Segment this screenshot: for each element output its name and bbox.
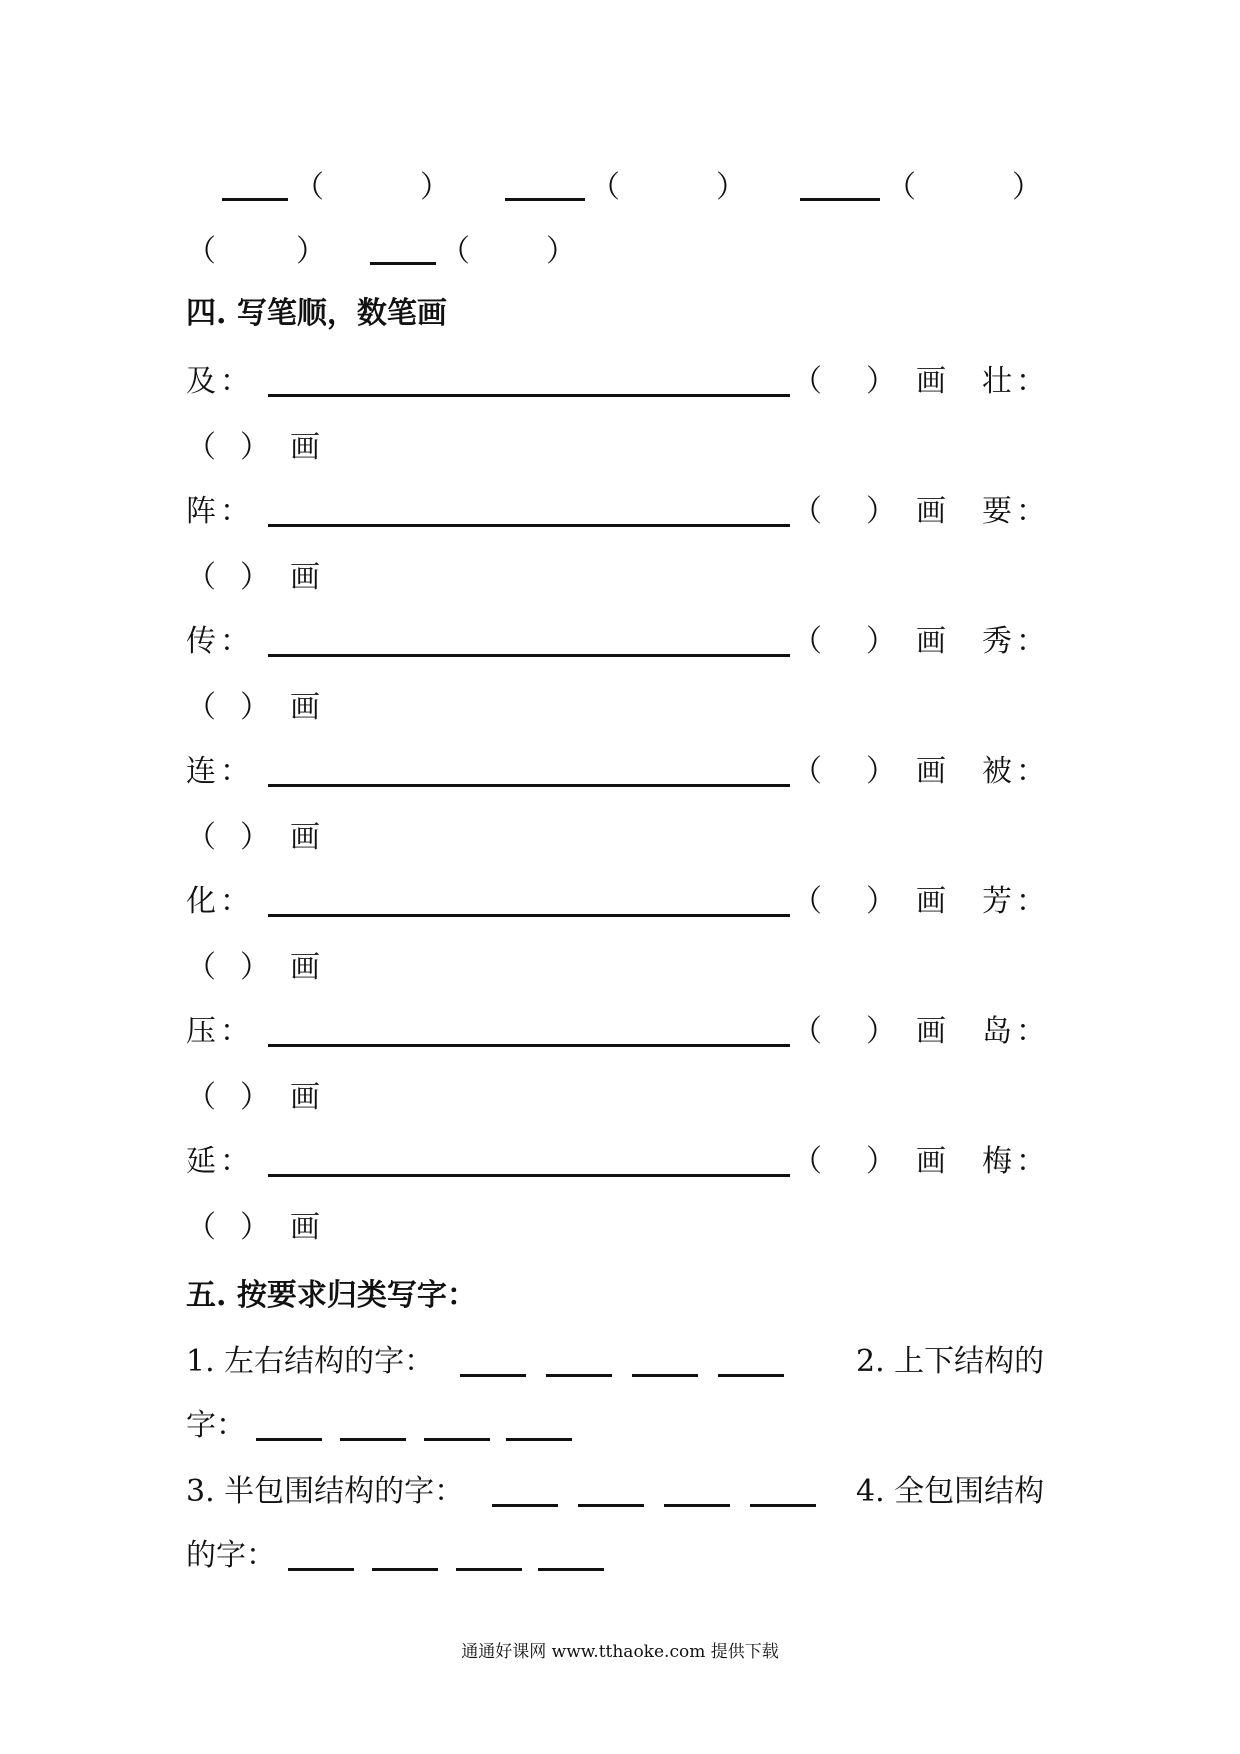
right-paren: ） bbox=[296, 234, 326, 269]
left-paren: （ bbox=[792, 754, 822, 789]
answer-blank[interactable] bbox=[506, 1438, 572, 1441]
question-4-label: 4. 全包围结构 bbox=[856, 1474, 1045, 1509]
unit-label: 画 bbox=[290, 560, 320, 595]
right-paren: ） bbox=[866, 624, 896, 659]
colon: ： bbox=[220, 624, 250, 659]
item-char: 要 bbox=[982, 494, 1012, 529]
section-5-title: 五. 按要求归类写字： bbox=[186, 1278, 477, 1313]
left-paren: （ bbox=[792, 1144, 822, 1179]
right-paren: ） bbox=[866, 1144, 896, 1179]
right-paren: ） bbox=[420, 170, 450, 205]
item-char: 秀 bbox=[982, 624, 1012, 659]
right-paren: ） bbox=[546, 234, 576, 269]
left-paren: （ bbox=[792, 1014, 822, 1049]
answer-blank[interactable] bbox=[460, 1374, 526, 1377]
answer-blank[interactable] bbox=[505, 198, 585, 201]
question-3-label: 3. 半包围结构的字： bbox=[186, 1474, 465, 1509]
right-paren: ） bbox=[716, 170, 746, 205]
question-row-4-cont bbox=[0, 1528, 1240, 1588]
question-2-label: 2. 上下结构的 bbox=[856, 1344, 1045, 1379]
colon: ： bbox=[1016, 624, 1046, 659]
colon: ： bbox=[220, 494, 250, 529]
stroke-order-blank[interactable] bbox=[268, 1174, 790, 1177]
stroke-order-blank[interactable] bbox=[268, 654, 790, 657]
right-paren: ） bbox=[1012, 170, 1042, 205]
answer-blank[interactable] bbox=[492, 1504, 558, 1507]
unit-label: 画 bbox=[916, 494, 946, 529]
left-paren: （ bbox=[886, 170, 916, 205]
answer-blank[interactable] bbox=[632, 1374, 698, 1377]
page-footer: 通通好课网 www.tthaoke.com 提供下载 bbox=[461, 1642, 779, 1662]
left-paren: （ bbox=[186, 820, 216, 855]
answer-blank[interactable] bbox=[370, 262, 436, 265]
colon: ： bbox=[1016, 364, 1046, 399]
unit-label: 画 bbox=[916, 624, 946, 659]
stroke-order-blank[interactable] bbox=[268, 784, 790, 787]
question-1-label: 1. 左右结构的字： bbox=[186, 1344, 435, 1379]
item-char: 梅 bbox=[982, 1144, 1012, 1179]
question-4-label-cont: 的字： bbox=[186, 1538, 276, 1573]
answer-blank[interactable] bbox=[578, 1504, 644, 1507]
left-paren: （ bbox=[186, 1080, 216, 1115]
question-2-label-cont: 字： bbox=[186, 1408, 246, 1443]
answer-blank[interactable] bbox=[456, 1568, 522, 1571]
answer-blank[interactable] bbox=[256, 1438, 322, 1441]
answer-blank[interactable] bbox=[538, 1568, 604, 1571]
right-paren: ） bbox=[240, 820, 270, 855]
stroke-order-blank[interactable] bbox=[268, 1044, 790, 1047]
colon: ： bbox=[220, 884, 250, 919]
unit-label: 画 bbox=[290, 690, 320, 725]
right-paren: ） bbox=[866, 884, 896, 919]
right-paren: ） bbox=[240, 950, 270, 985]
right-paren: ） bbox=[240, 1210, 270, 1245]
colon: ： bbox=[1016, 1144, 1046, 1179]
item-char: 压 bbox=[186, 1014, 216, 1049]
unit-label: 画 bbox=[916, 364, 946, 399]
colon: ： bbox=[1016, 754, 1046, 789]
answer-blank[interactable] bbox=[340, 1438, 406, 1441]
left-paren: （ bbox=[186, 690, 216, 725]
unit-label: 画 bbox=[916, 1014, 946, 1049]
item-char: 传 bbox=[186, 624, 216, 659]
colon: ： bbox=[1016, 884, 1046, 919]
left-paren: （ bbox=[792, 494, 822, 529]
answer-blank[interactable] bbox=[800, 198, 880, 201]
right-paren: ） bbox=[866, 494, 896, 529]
left-paren: （ bbox=[440, 234, 470, 269]
right-paren: ） bbox=[240, 690, 270, 725]
colon: ： bbox=[1016, 494, 1046, 529]
left-paren: （ bbox=[186, 1210, 216, 1245]
right-paren: ） bbox=[240, 560, 270, 595]
answer-blank[interactable] bbox=[372, 1568, 438, 1571]
question-row-2-cont bbox=[0, 1398, 1240, 1458]
question-row-3-4 bbox=[0, 1464, 1240, 1524]
unit-label: 画 bbox=[916, 1144, 946, 1179]
answer-blank[interactable] bbox=[664, 1504, 730, 1507]
answer-blank[interactable] bbox=[424, 1438, 490, 1441]
unit-label: 画 bbox=[290, 950, 320, 985]
left-paren: （ bbox=[186, 560, 216, 595]
answer-blank[interactable] bbox=[546, 1374, 612, 1377]
colon: ： bbox=[220, 1014, 250, 1049]
right-paren: ） bbox=[240, 430, 270, 465]
item-char: 连 bbox=[186, 754, 216, 789]
left-paren: （ bbox=[792, 884, 822, 919]
section-4-title: 四. 写笔顺，数笔画 bbox=[186, 296, 447, 331]
unit-label: 画 bbox=[290, 1210, 320, 1245]
unit-label: 画 bbox=[916, 754, 946, 789]
left-paren: （ bbox=[294, 170, 324, 205]
right-paren: ） bbox=[240, 1080, 270, 1115]
question-row-1-2 bbox=[0, 1334, 1240, 1394]
left-paren: （ bbox=[186, 430, 216, 465]
item-char: 被 bbox=[982, 754, 1012, 789]
item-char: 延 bbox=[186, 1144, 216, 1179]
left-paren: （ bbox=[792, 364, 822, 399]
unit-label: 画 bbox=[290, 820, 320, 855]
right-paren: ） bbox=[866, 754, 896, 789]
top-row-1 bbox=[0, 160, 1240, 220]
left-paren: （ bbox=[590, 170, 620, 205]
answer-blank[interactable] bbox=[222, 198, 288, 201]
stroke-order-blank[interactable] bbox=[268, 524, 790, 527]
colon: ： bbox=[220, 754, 250, 789]
colon: ： bbox=[220, 364, 250, 399]
item-char: 化 bbox=[186, 884, 216, 919]
stroke-order-blank[interactable] bbox=[268, 394, 790, 397]
left-paren: （ bbox=[792, 624, 822, 659]
right-paren: ） bbox=[866, 1014, 896, 1049]
unit-label: 画 bbox=[290, 430, 320, 465]
colon: ： bbox=[220, 1144, 250, 1179]
answer-blank[interactable] bbox=[288, 1568, 354, 1571]
item-char: 及 bbox=[186, 364, 216, 399]
unit-label: 画 bbox=[916, 884, 946, 919]
top-row-2 bbox=[0, 224, 1240, 284]
right-paren: ） bbox=[866, 364, 896, 399]
item-char: 阵 bbox=[186, 494, 216, 529]
answer-blank[interactable] bbox=[750, 1504, 816, 1507]
answer-blank[interactable] bbox=[718, 1374, 784, 1377]
colon: ： bbox=[1016, 1014, 1046, 1049]
left-paren: （ bbox=[186, 234, 216, 269]
item-char: 壮 bbox=[982, 364, 1012, 399]
item-char: 岛 bbox=[982, 1014, 1012, 1049]
left-paren: （ bbox=[186, 950, 216, 985]
item-char: 芳 bbox=[982, 884, 1012, 919]
stroke-order-blank[interactable] bbox=[268, 914, 790, 917]
unit-label: 画 bbox=[290, 1080, 320, 1115]
